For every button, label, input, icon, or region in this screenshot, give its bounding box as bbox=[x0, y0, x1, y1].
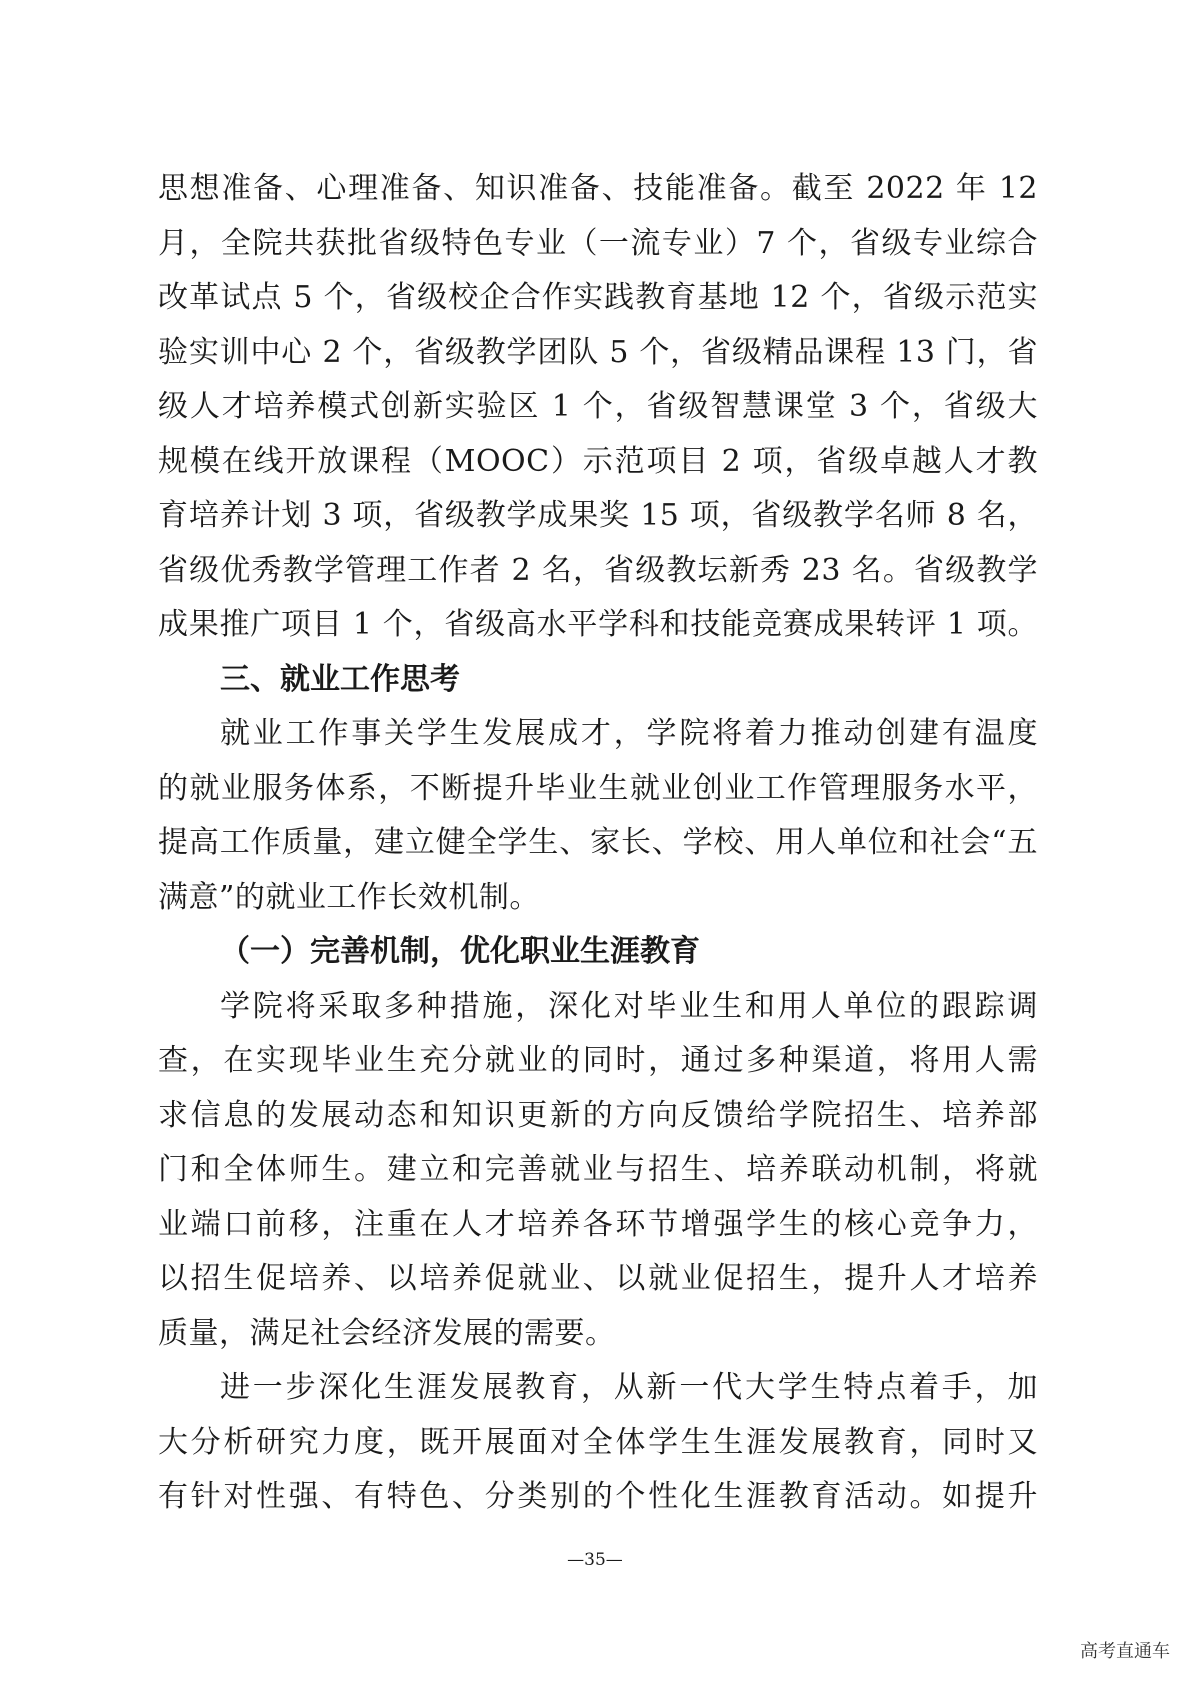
text-line: 求信息的发展动态和知识更新的方向反馈给学院招生、培养部 bbox=[158, 1097, 1038, 1133]
text-line: 门和全体师生。建立和完善就业与招生、培养联动机制，将就 bbox=[158, 1152, 1038, 1187]
paragraph-1 bbox=[158, 162, 1038, 653]
text-line: 的就业服务体系，不断提升毕业生就业创业工作管理服务水平， bbox=[158, 770, 1038, 806]
watermark: 高考直通车 bbox=[1080, 1641, 1170, 1662]
text-line: 查，在实现毕业生充分就业的同时，通过多种渠道，将用人需 bbox=[158, 1043, 1038, 1078]
text-line: 学院将采取多种措施，深化对毕业生和用人单位的跟踪调 bbox=[220, 988, 1038, 1024]
page-number: —35— bbox=[567, 1550, 623, 1570]
paragraph-4 bbox=[158, 1361, 1038, 1525]
text-line: 业端口前移，注重在人才培养各环节增强学生的核心竞争力， bbox=[158, 1206, 1038, 1242]
subsection-heading: （一）完善机制，优化职业生涯教育 bbox=[220, 934, 700, 969]
text-line: 满意”的就业工作长效机制。 bbox=[158, 879, 540, 915]
text-line: 有针对性强、有特色、分类别的个性化生涯教育活动。如提升 bbox=[158, 1479, 1038, 1514]
text-line: 成果推广项目 1 个，省级高水平学科和技能竞赛成果转评 1 项。 bbox=[158, 607, 1038, 642]
paragraph-3 bbox=[158, 980, 1038, 1362]
text-line: 提高工作质量，建立健全学生、家长、学校、用人单位和社会“五 bbox=[158, 825, 1038, 860]
text-line: 就业工作事关学生发展成才，学院将着力推动创建有温度 bbox=[220, 716, 1038, 751]
text-line: 规模在线开放课程（MOOC）示范项目 2 项，省级卓越人才教 bbox=[158, 443, 1038, 479]
text-line: 思想准备、心理准备、知识准备、技能准备。截至 2022 年 12 bbox=[158, 171, 1038, 206]
text-line: 育培养计划 3 项，省级教学成果奖 15 项，省级教学名师 8 名， bbox=[158, 498, 1038, 533]
text-line: 大分析研究力度，既开展面对全体学生生涯发展教育，同时又 bbox=[158, 1424, 1038, 1460]
text-line: 验实训中心 2 个，省级教学团队 5 个，省级精品课程 13 门，省 bbox=[158, 334, 1038, 370]
text-line: 省级优秀教学管理工作者 2 名，省级教坛新秀 23 名。省级教学 bbox=[158, 552, 1038, 588]
text-line: 质量，满足社会经济发展的需要。 bbox=[158, 1315, 616, 1351]
text-line: 月，全院共获批省级特色专业（一流专业）7 个，省级专业综合 bbox=[158, 225, 1038, 261]
text-line: 改革试点 5 个，省级校企合作实践教育基地 12 个，省级示范实 bbox=[158, 280, 1038, 315]
text-line: 进一步深化生涯发展教育，从新一代大学生特点着手，加 bbox=[220, 1370, 1038, 1405]
paragraph-2 bbox=[158, 707, 1038, 925]
text-line: 以招生促培养、以培养促就业、以就业促招生，提升人才培养 bbox=[158, 1261, 1038, 1296]
text-line: 级人才培养模式创新实验区 1 个，省级智慧课堂 3 个，省级大 bbox=[158, 389, 1038, 424]
document-body bbox=[158, 162, 1038, 1525]
section-heading: 三、就业工作思考 bbox=[220, 661, 460, 697]
